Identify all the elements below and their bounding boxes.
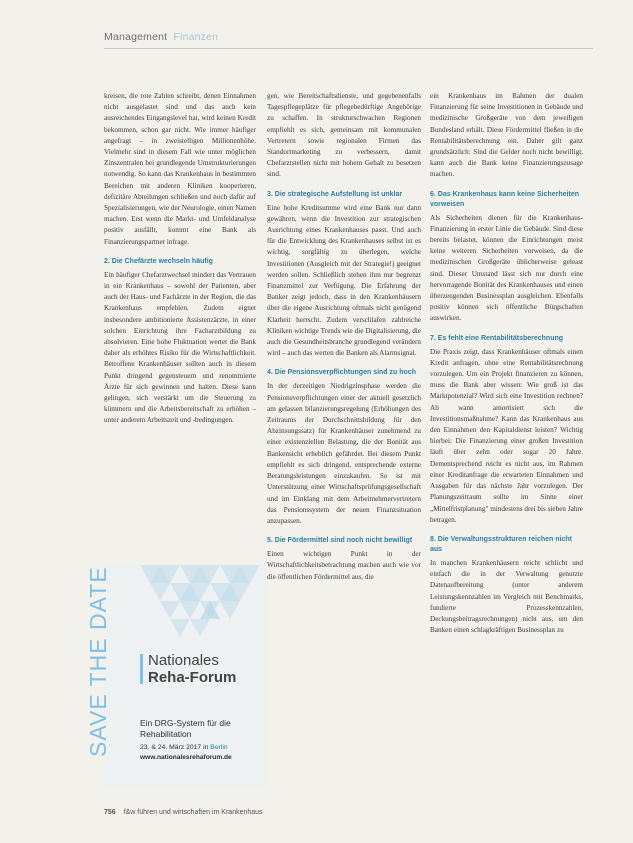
column-3 [430, 91, 583, 636]
column-1 [104, 91, 256, 427]
ad-date-text: 23. & 24. März 2017 in [140, 744, 211, 751]
paragraph: In der derzeitigen Niedrigzinsphase werden die Pensionsverpflichtungen einer der aktuell gesetzlich am gelassen bilanzierungsregelung (Erhöhungen des Zeitraums der Durchschnittsbildung für den Abzinsungssatz) für Krankenhäuser zunehmend zu einer existenziellen Belastung, die der Bonität aus Bankensicht erheblich gefährdet. Bei diesem Punkt empfiehlt es sich dringend, entsprechende externe Beratungsleistungen einzukaufen. So ist mit Unterstützung einer Wirtschaftsprüfungsgesellschaft und im Einklang mit dem Arbeitnehmervertretern das Pensionssystem der neuen Finanzsituation anzupassen. [267, 382, 421, 525]
column-2 [267, 91, 421, 583]
ad-subtitle: Ein DRG-System für die Rehabilitation [140, 718, 231, 739]
subheading-3: 3. Die strategische Aufstellung ist unklar [267, 190, 403, 198]
advertisement-box[interactable] [85, 565, 266, 787]
paragraph: Einen wichtigen Punkt in der Wirtschaftlichkeitsbetrachtung machen auch wie vor die öffentlichen Fördermittel aus, die [267, 550, 421, 581]
section-label: Management [104, 31, 168, 43]
triangle-pattern [104, 565, 266, 665]
header-rule [104, 48, 593, 49]
subheading-5: 5. Die Fördermittel sind noch nicht bewilligt [267, 537, 413, 545]
save-the-date-label: SAVE THE DATE [85, 566, 111, 757]
paragraph: Ein häufiger Chefarztwechsel mindert das Vertrauen in ein Krankenhaus – sowohl der Patienten, aber auch der Haus- und Fachärzte in der Region, die das Krankenhaus empfehlen. Zudem eignet insbesondere ambitionierte Assistenzärzte, in einer solchen Einrichtung ihre Facharztbildung zu absolvieren. Eine hohe Fluktuation wertet die Bank daher als erhöhtes Risiko für die Wirtschaftlichkeit. Betroffene Krankenhäuser sollten auch in diesem Punkt dringend gegensteuern und renommierte Ärzte für sich gewinnen und halten. Diese kann gelingen, sich verstärkt um die Steuerung zu kümmern und die Arbeitsbereitschaft zu erhöhen – unter anderem Arbeitszeit und -bedingungen. [104, 270, 256, 425]
paragraph: ein Krankenhaus im Rahmen der dualen Finanzierung für seine Investitionen in Gebäude und medizinische Großgeräte von dem jeweiligen Bundesland erhält. Diese Fördermittel fließen in die Rentabilitätsberechnung ein. Daher gilt ganz grundsätzlich: Sind die Gelder noch nicht bewilligt, kann auch die Bank keine Finanzierungszusage machen. [430, 92, 583, 179]
subheading-6: 6. Das Krankenhaus kann keine Sicherheiten vorweisen [430, 190, 580, 208]
ad-title-line2: Reha-Forum [148, 669, 237, 686]
paragraph: kreisen, die rote Zahlen schreibt, denen Einnahmen nicht ausgelastet sind und das auch kein ausreichendes Eingangslevel hat, wird keinen Kredit bekommen, schon gar nicht. Wie immer häufiger angefragt – in zweistelligen Millionenhöhe. Vielmehr sind in diesem Fall wie unter möglichen Zinszentralen bei grundlegende Umstrukturierungen notwendig. So kann das Krankenhaus in bestimmten Bereichen mit anderen Kliniken kooperieren, defizitäre Abteilungen schließen und noch dafür auf Spezialisierungen, wie der Neurologie, einen Namen machen. Erst wenn die Markt- und Umfeldanalyse positiv ausfällt, kommt eine Bank als Finanzierungspartner infrage. [104, 92, 256, 246]
subheading-2: 2. Die Chefärzte wechseln häufig [104, 257, 213, 265]
section-header [104, 31, 218, 43]
ad-date-city: Berlin [210, 744, 228, 751]
ad-url-link[interactable]: www.nationalesrehaforum.de [140, 754, 232, 761]
page-footer [104, 809, 263, 816]
subsection-label: Finanzen [173, 31, 219, 43]
paragraph: In manchen Krankenhäusern reicht schlicht und einfach die in der Verwaltung genutzte Datenaufbereitung (unter anderem Leistungskennzahlen im Vergleich mit Benchmarks, fundierte Prozesskennzahlen, Deckungsbeitragsrechnungen) nicht aus, um den Banken einen schlagkräftigen Businessplan zu [430, 558, 583, 635]
forum-logo-mark [140, 654, 146, 684]
subheading-8: 8. Die Verwaltungsstrukturen reichen nicht aus [430, 535, 572, 553]
ad-date [140, 744, 228, 751]
paragraph: gen, wie Bereitschaftsdienste, und gegebenenfalls Tagespflegeplätze für pflegebedürftige Angehörige zu schaffen. In strukturschwachen Regionen empfiehlt es sich, gemeinsam mit kommunalen Vertretern sowie regionalen Firmen das Standortmarketing zu verbessern, damit Chefarztstellen nicht mit hohem Gehalt zu besetzen sind. [267, 92, 421, 179]
paragraph: Die Praxis zeigt, dass Krankenhäuser oftmals einen Kredit anfragen, ohne eine Rentabilitätsrechnung vorzulegen. Um ein Projekt finanzieren zu können, muss die Bank aber wissen: Wie groß ist das Marktpotenzial? Wird sich eine Investition rechnen? Ab wann amortisiert sich die Investitionsmaßnahme? Kann das Krankenhaus aus den Einnahmen den Kapitaldienst leisten? Wichtig hierbei: Die Finanzierung einer großen Investition läuft über zehn oder sogar 20 Jahre. Dementsprechend reicht es nicht aus, im Rahmen einer Kreditanfrage die erwarteten Einnahmen und Ausgaben für das nächste Jahr vorzulegen. Der Planungszeitraum sollte im Sinne einer „Mittelfristplanung" mindestens drei bis sieben Jahre betragen. [430, 347, 583, 524]
page-number: 756 [104, 809, 116, 816]
subheading-4: 4. Die Pensionsverpflichtungen sind zu hoch [267, 369, 416, 377]
ad-title-line1: Nationales [148, 652, 219, 669]
paragraph: Eine hohe Kreditsumme wird eine Bank nur dann gewähren, wenn die Investition zur strategischen Ausrichtung eines Krankenhauses passt. Und auch für die Entwicklung des Krankenhauses selbst ist es wichtig, sorgfältig zu überlegen, welche Investitionen (Ausgleich mit der Strategie!) geeignet werden sollen. Schließlich stehen ihm nur begrenzt Finanzmittel zur Verfügung. Die Erfahrung der Banker zeigt jedoch, dass in den Krankenhäusern über die eigene Ausrichtung oftmals nicht genügend Klarheit herrscht. Zudem verschlafen zahlreiche Kliniken wichtige Trends wie die Digitalisierung, die auch die Gesundheitsbranche grundlegend verändern wird – auch das werten die Banken als Alarmsignal. [267, 203, 421, 358]
paragraph: Als Sicherheiten dienen für die Krankenhaus-Finanzierung in erster Linie die Gebäude. Sind diese bereits belastet, können die Einrichtungen meist keine weiteren Sicherheiten vorweisen, da die medizinischen Großgeräte üblicherweise geleast sind. Dieser Umstand lässt sich nur durch eine hervorragende Bonität des Krankenhauses und einen überzeugenden Businessplan ausgleichen. Ebenfalls positiv können sich öffentliche Bürgschaften auswirken. [430, 213, 583, 323]
journal-name: f&w führen und wirtschaften im Krankenhaus [123, 809, 263, 816]
subheading-7: 7. Es fehlt eine Rentabilitätsberechnung [430, 334, 564, 342]
